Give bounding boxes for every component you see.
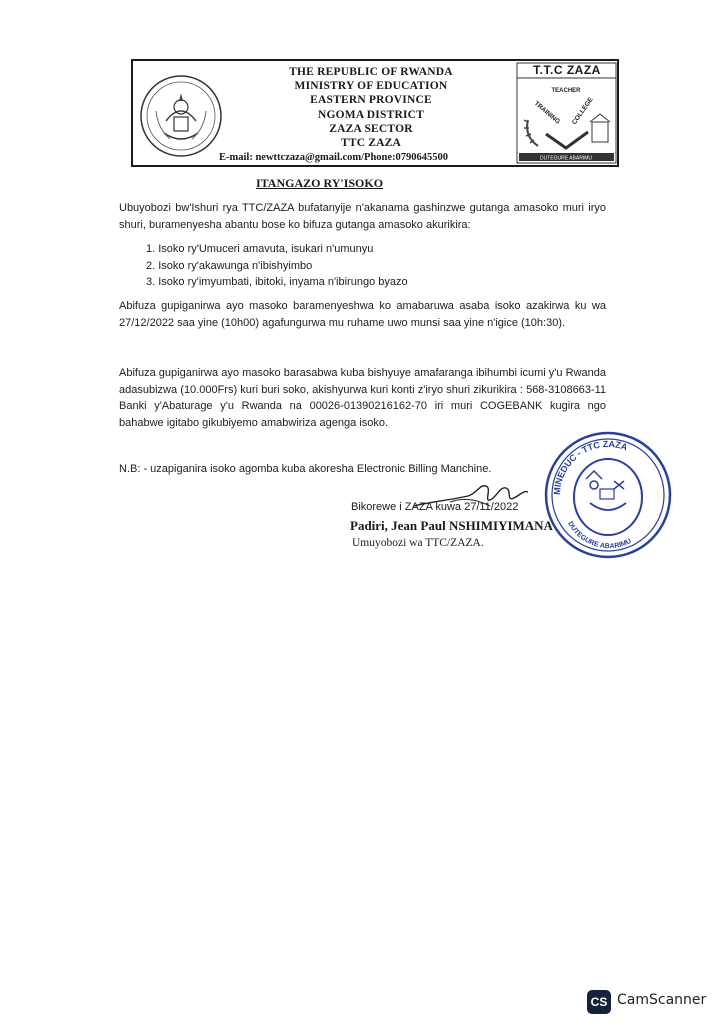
letterhead-lines [226,65,516,150]
stamp-bottom-text: DUTEGURE ABARIMU [566,520,633,551]
letterhead-contact: E-mail: newttczaza@gmail.com/Phone:0790645500 [219,152,449,163]
letterhead-line: ZAZA SECTOR [329,122,413,135]
paragraph-note: N.B: - uzapiganira isoko agomba kuba akoresha Electronic Billing Manchine. [119,463,492,475]
camscanner-label: CamScanner [617,992,707,1008]
letterhead-line: EASTERN PROVINCE [310,94,432,107]
signature-place-date: Bikorewe i ZAZA kuwa 27/11/2022 [351,501,519,513]
rwanda-coat-of-arms-icon [136,71,226,161]
ttc-zaza-logo-icon [516,62,617,164]
svg-text:DUTEGURE ABARIMU [566,520,632,550]
letterhead-line: NGOMA DISTRICT [318,108,424,121]
logo-word-teacher: TEACHER [551,88,581,94]
logo-word-college: COLLEGE [570,96,595,127]
logo-title: T.T.C ZAZA [533,63,601,77]
signatory-title: Umuyobozi wa TTC/ZAZA. [352,537,484,549]
letterhead-line: THE REPUBLIC OF RWANDA [289,66,453,78]
camscanner-watermark [587,990,717,1014]
list-item: 2. Isoko ry'akawunga n'ibishyimbo [146,259,313,272]
signatory-name: Padiri, Jean Paul NSHIMIYIMANA [350,518,553,533]
logo-word-training: TRAINING [532,100,562,126]
letterhead-line: TTC ZAZA [340,137,402,150]
letterhead-line: MINISTRY OF EDUCATION [294,80,448,93]
camscanner-logo-icon: CS [587,990,611,1014]
official-stamp-icon [538,423,676,568]
paragraph-payment: Abifuza gupiganirwa ayo masoko barasabwa kuba bishyuye amafaranga ibihumbi icumi y'u Rwanda adasubizwa (10.000Frs) kuri buri soko, akishyurwa kuri konti z'iryo shuri zikurikira : 568-3108663-11 Banki y'Abaturage y'u Rwanda na 00026-01390216162-70 iri muri COGEBANK kugira ngo bahabwe igitabo gikubiyemo amabwiriza agenga isoko. [119,367,606,429]
logo-motto: DUTEGURE ABARIMU [540,155,592,162]
document-title: ITANGAZO RY'ISOKO [256,176,384,190]
paragraph-intro: Ubuyobozi bw'Ishuri rya TTC/ZAZA bufatanyije n'akanama gashinzwe gutanga amasoko muri iryo shuri, buramenyesha abantu bose ko bifuza gutanga amasoko akurikira: [119,202,606,231]
tender-list [146,241,408,291]
list-item: 3. Isoko ry'imyumbati, ibitoki, inyama n'ibirungo byazo [146,276,408,288]
paragraph-deadline: Abifuza gupiganirwa ayo masoko baramenyeshwa ko amabaruwa asaba isoko azakirwa ku wa 27/12/2022 saa yine (10h00) agafungurwa mu ruhame uwo munsi saa yine n'igice (10h:30). [119,300,606,329]
list-item: 1. Isoko ry'Umuceri amavuta, isukari n'umunyu [146,243,374,255]
stamp-text: MINEDUC - TTC ZAZA [551,438,629,496]
